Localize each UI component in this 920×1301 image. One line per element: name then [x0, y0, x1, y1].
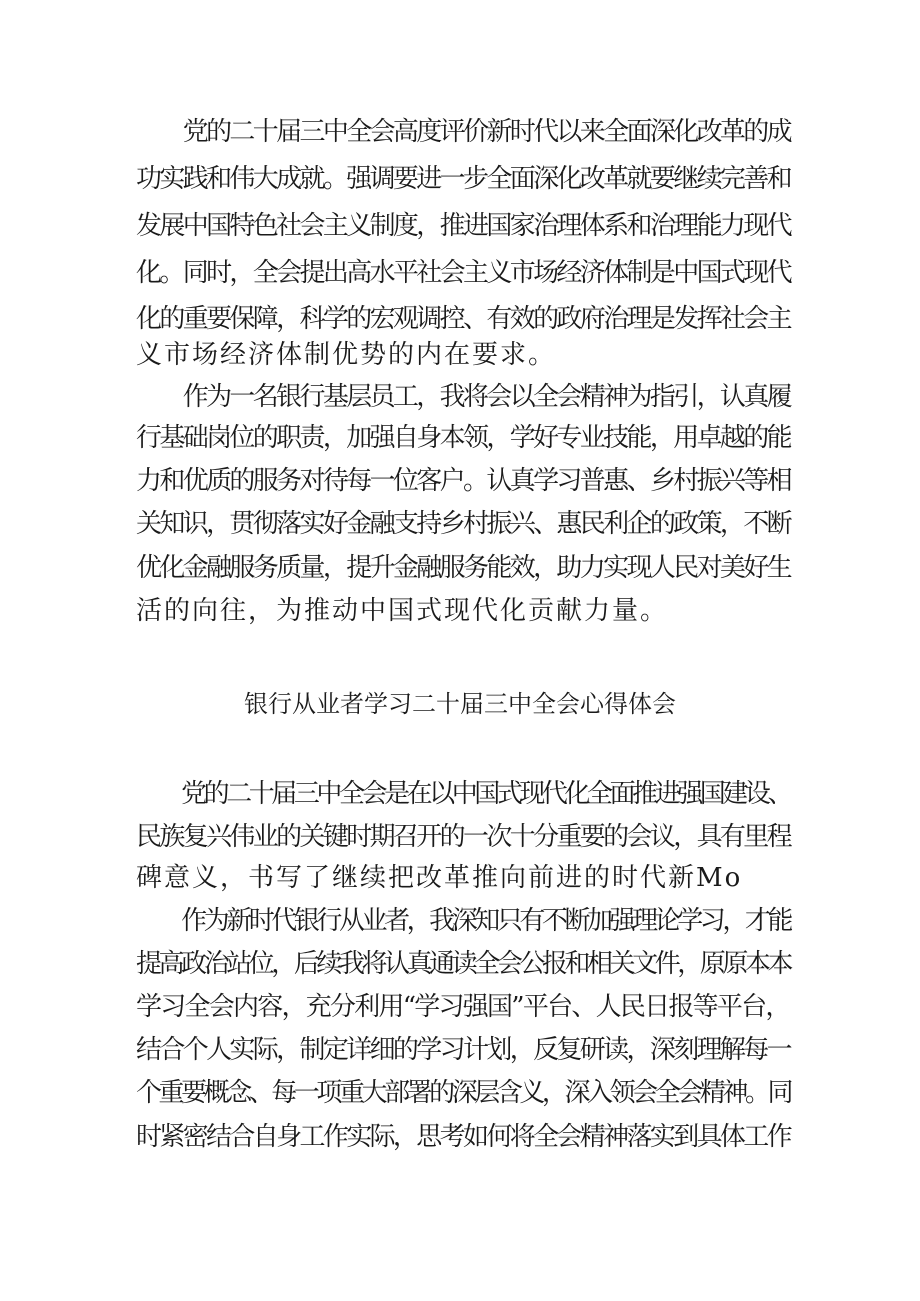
paragraph-line: 作为新时代银行从业者，我深知只有不断加强理论学习，才能 [136, 906, 791, 936]
paragraph-line: 个重要概念、每一项重大部署的深层含义，深入领会全会精神。同 [136, 1078, 791, 1108]
paragraph-line: 义市场经济体制优势的内在要求。 [136, 340, 557, 370]
paragraph-line: 结合个人实际，制定详细的学习计划，反复研读，深刻理解每一 [136, 1035, 791, 1065]
paragraph-line: 民族复兴伟业的关键时期召开的一次十分重要的会议，具有里程 [136, 822, 791, 852]
section-title: 银行从业者学习二十届三中全会心得体会 [244, 690, 676, 718]
paragraph-line: 作为一名银行基层员工，我将会以全会精神为指引，认真履 [136, 382, 791, 412]
paragraph-line: 碑意义，书写了继续把改革推向前进的时代新Mo [136, 863, 743, 893]
paragraph-line: 党的二十届三中全会是在以中国式现代化全面推进强国建设、 [136, 779, 791, 809]
paragraph-line: 功实践和伟大成就。强调要进一步全面深化改革就要继续完善和 [136, 164, 791, 194]
paragraph-line: 化。同时，全会提出高水平社会主义市场经济体制是中国式现代 [136, 258, 791, 288]
paragraph-line: 活的向往，为推动中国式现代化贡献力量。 [136, 596, 669, 626]
paragraph-line: 学习全会内容，充分利用“学习强国”平台、人民日报等平台， [136, 992, 790, 1022]
paragraph-line: 化的重要保障，科学的宏观调控、有效的政府治理是发挥社会主 [136, 304, 791, 334]
paragraph-line: 党的二十届三中全会高度评价新时代以来全面深化改革的成 [136, 117, 791, 147]
paragraph-line: 发展中国特色社会主义制度，推进国家治理体系和治理能力现代 [136, 211, 791, 241]
paragraph-line: 力和优质的服务对待每一位客户。认真学习普惠、乡村振兴等相 [136, 466, 791, 496]
paragraph-line: 优化金融服务质量，提升金融服务能效，助力实现人民对美好生 [136, 553, 791, 583]
paragraph-line: 提高政治站位，后续我将认真通读全会公报和相关文件，原原本本 [136, 949, 791, 979]
paragraph-line: 时紧密结合自身工作实际，思考如何将全会精神落实到具体工作 [136, 1122, 791, 1152]
paragraph-line: 关知识，贯彻落实好金融支持乡村振兴、惠民利企的政策，不断 [136, 509, 791, 539]
paragraph-line: 行基础岗位的职责，加强自身本领，学好专业技能，用卓越的能 [136, 423, 791, 453]
